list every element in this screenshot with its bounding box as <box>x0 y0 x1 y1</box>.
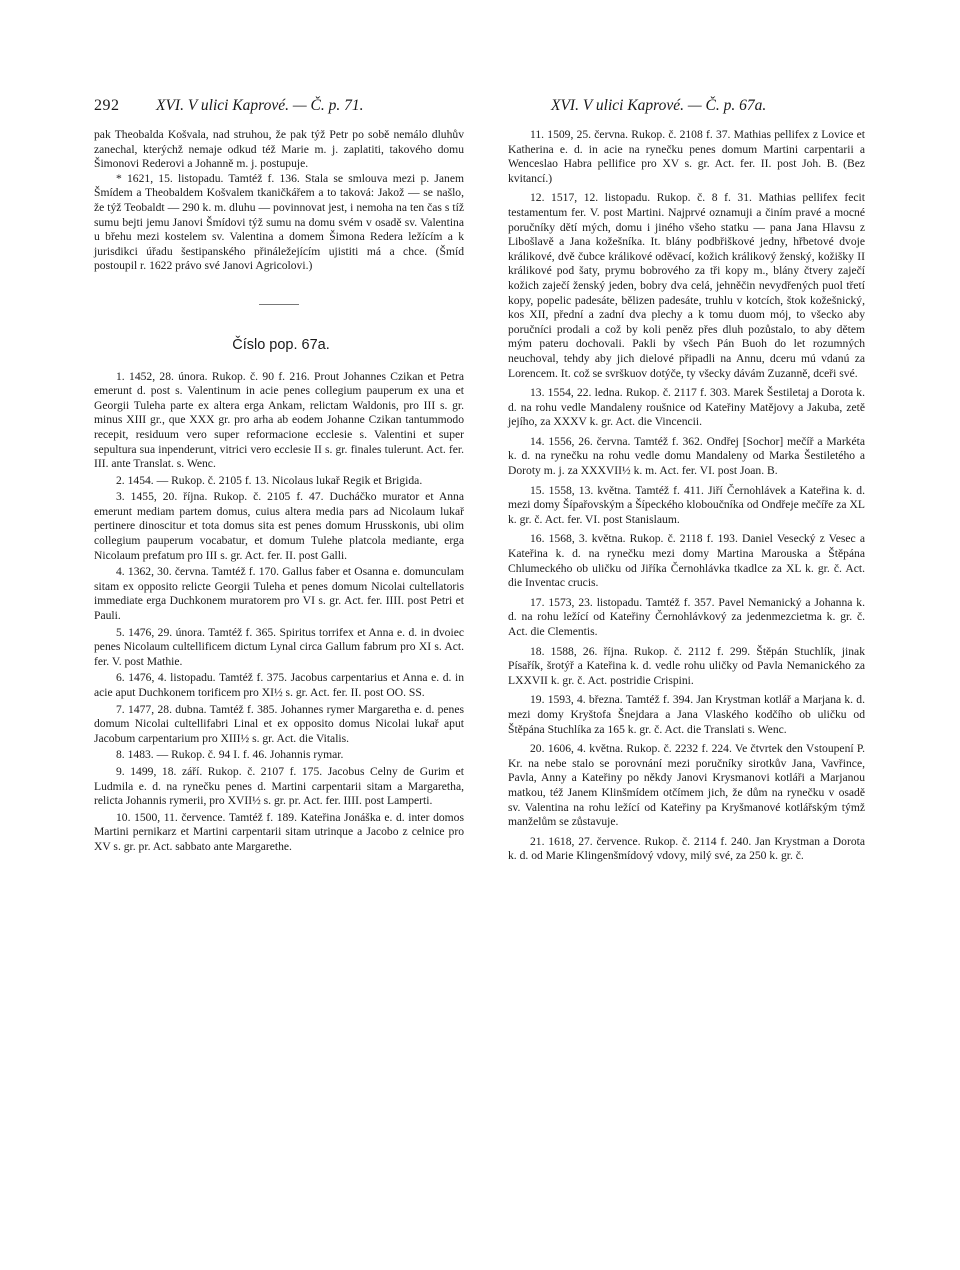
entry: 2. 1454. — Rukop. č. 2105 f. 13. Nicolaus lukař Regik et Brigida. <box>116 473 423 487</box>
running-head-right: XVI. V ulici Kaprové. — Č. p. 67a. <box>551 97 767 114</box>
entry: 17. 1573, 23. listopadu. Tamtéž f. 357. Pavel Nemanický a Johanna k. d. na rohu ležící od Kateřiny Černohlávkový za jedenmezcietma k. gr. č. Act. die Clementis. <box>508 595 865 638</box>
entry: 10. 1500, 11. července. Tamtéž f. 189. Kateřina Jonáška e. d. inter domos Martini pernikarz et Martini carpentarii sitam utrinque a Jacobo z celnice pro XV s. gr. pr. Act. sabbato ante Margarethe. <box>94 810 464 853</box>
entry: 15. 1558, 13. května. Tamtéž f. 411. Jiří Černohlávek a Kateřina k. d. mezi domy Šípařovským a Šípeckého kloboučníka od Ondřeje mečíře za XL k. gr. č. Act. fer. VI. post Stanislaum. <box>508 483 865 526</box>
entry: 12. 1517, 12. listopadu. Rukop. č. 8 f. 31. Mathias pellifex fecit testamentum fer. V. post Martini. Najprvé oznamuji a činím pravé a mocné poručníky dětí mých, domu i jiného všeho statku — pana Jana Hlavsu z Libošlavě a Jana kožešníka. It. blány podbřiškové jedny, hřbetové dvoje králikové, dvě čubce králikové oděvací, kožich králikový ženský, kožišky II králikové pod šaty, prymu bobrového za tři kopy m., blány čtvery zaječí kožich zaječí ženský jeden, bobry dva celá, jehněčin nevydřených puol třetí kopy, popelic padesáte, bělizen padesáte, truhlu v kotcích, štok kožešnický, kos XII, přední a zadní dva plechy a k tomu duom mój, to všecko aby poručníci prodali a což by koli peněz přes dluh pozůstalo, to aby dětem mým pateru dochovali. Pakli by všech Pán Buoh do let rozumných neuchoval, tehdy aby jich dielové připadli na Annu, dceru mú vdanú za Lorencem. It. což se svrškuov dotýče, ty všecky dávám Zuzanně, dceři své. <box>508 191 865 380</box>
entry: 4. 1362, 30. června. Tamtéž f. 170. Gallus faber et Osanna e. domunculam sitam ex opposito relicte Georgii Tuleha et penes domum Nicolai cultellatoris immediate erga Duchkonem muratorem pro VI s. gr. Act. fer. IIII. post Petri et Pauli. <box>94 565 464 623</box>
paragraph: pak Theobalda Košvala, nad struhou, že pak týž Petr po sobě nemálo dluhův zanechal, kterýchž nemaje odkud též Marie m. j. zaplatiti, takového domu Šimonovi Rederovi a Johanně m. j. postupuje. <box>94 128 464 171</box>
running-header <box>94 97 866 119</box>
entry: 13. 1554, 22. ledna. Rukop. č. 2117 f. 303. Marek Šestiletaj a Dorota k. d. na rohu vedle Mandaleny roušnice od Kateřiny Matějovy a Jakuba, zetě jejího, za XXXV k. gr. Act. die Vincencii. <box>508 386 865 429</box>
entry: 9. 1499, 18. září. Rukop. č. 2107 f. 175. Jacobus Celny de Gurim et Ludmila e. d. na rynečku penes d. Martini carpentarii sitam a Margaretha, relicta Johannis rymerii, pro XVII½ s. gr. pr. Act. fer. IIII. post Lamperti. <box>94 764 464 808</box>
entry: 1. 1452, 28. února. Rukop. č. 90 f. 216. Prout Johannes Czikan et Petra emerunt d. post s. Valentinum in acie penes collegium pauperum ex una et Georgii Tuleha parte ex altera erga Ankam, relictam Waldonis, pro III s. gr. minus XIII gr., que XXX gr. pro arha ab eodem Johanne Czikan tantummodo recepit, residuum vero super reformacione ecclesie s. Valentini et super sepultura sua inpenderunt, vitrici vero ecclesie II s. gr. finales tulerunt. Act. fer. III. ante Translat. s. Wenc. <box>94 369 464 471</box>
paragraph: * 1621, 15. listopadu. Tamtéž f. 136. Stala se smlouva mezi p. Janem Šmídem a Theobaldem Košvalem tkaničkářem a to taková: Jakož — se našlo, že týž Teobaldt — 290 k. m. dluhu — povinnovat jest, i nemoha na ten čas s tíž sumu bejti jemu Janovi Šmídovi týž sumu na domu svém v osadě sv. Valentina u břehu mezi kostelem sv. Valentina a domem Šimona Redera ležícím a k jurisdikci úřadu šestipanského přináležejícím ujistiti má a chce. (Šmíd postoupil r. 1622 právo své Janovi Agricolovi.) <box>94 171 464 273</box>
entry: 21. 1618, 27. července. Rukop. č. 2114 f. 240. Jan Krystman a Dorota k. d. od Marie Klingenšmídový vdovy, milý své, za 250 k. gr. č. <box>508 834 865 863</box>
entry: 5. 1476, 29. února. Tamtéž f. 365. Spiritus torrifex et Anna e. d. in dvoiec penes Nicolaum cultellificem dictum Lynal circa Gallum fabrum pro XI s. Act. fer. V. post Mathie. <box>94 625 464 668</box>
entry: 11. 1509, 25. června. Rukop. č. 2108 f. 37. Mathias pellifex z Lovice et Katherina e. d. in acie na rynečku penes domum Martini carpentarii a Wenceslao Habra pellifice pro XV s. gr. Act. fer. II. post Joh. B. (Bez kvitancí.) <box>508 128 865 185</box>
running-head-left: XVI. V ulici Kaprové. — Č. p. 71. <box>156 97 364 114</box>
entry: 14. 1556, 26. června. Tamtéž f. 362. Ondřej [Sochor] mečíř a Markéta k. d. na rynečku na rohu vedle domu Mandaleny od Marka Šestiletého a Doroty m. j. za XXXVII½ k. m. Act. fer. VI. post Joan. B. <box>508 434 865 478</box>
entry: 18. 1588, 26. října. Rukop. č. 2112 f. 299. Štěpán Stuchlík, jinak Písařík, šrotýř a Kateřina k. d. vedle rohu uličky od Pavla Nemanického za LXXVII k. gr. č. Act. postridie Crispini. <box>508 644 865 687</box>
entry: 6. 1476, 4. listopadu. Tamtéž f. 375. Jacobus carpentarius et Anna e. d. in acie aput Duchkonem torificem pro XI½ s. gr. Act. fer. II. post OO. SS. <box>94 671 464 699</box>
section-title: Číslo pop. 67a. <box>232 336 330 353</box>
entry: 8. 1483. — Rukop. č. 94 I. f. 46. Johannis rymar. <box>116 748 344 762</box>
entry: 16. 1568, 3. května. Rukop. č. 2118 f. 193. Daniel Vesecký z Vesec a Kateřina k. d. na rynečku mezi domy Martina Marouska a Štěpána Chlumeckého ob uličku od Jiříka Černohlávka tkadlce za XL k. gr. č. Act. die Inventac crucis. <box>508 532 865 590</box>
page-number: 292 <box>94 97 120 114</box>
entry: 3. 1455, 20. října. Rukop. č. 2105 f. 47. Ducháčko murator et Anna emerunt mediam partem domus, cuius altera media pars ad Nicolaum lukař pertinere dinoscitur et tota domus sita est penes domum Hrusskonis, ubi olim collegium pauperum vocabatur, et domum Tulehe platcola mediante, erga Nicolaum prefatum pro III s. gr. Act. fer. II. post Galli. <box>94 490 464 562</box>
entry: 19. 1593, 4. března. Tamtéž f. 394. Jan Krystman kotlář a Marjana k. d. mezi domy Kryštofa Šnejdara a Jana Vlaského kodčího ob uličku od Štěpána Stuchlíka za 165 k. gr. č. Act. die Translati s. Wenc. <box>508 693 865 736</box>
entry: 20. 1606, 4. května. Rukop. č. 2232 f. 224. Ve čtvrtek den Vstoupení P. Kr. na nebe stalo se porovnání mezi poručníky sirotkův Jana, Vavřince, Pavla, Anny a Kateřiny po někdy Janovi Krysmanovi kotláři a Marjanou matkou, též Janem Klinšmídem otčímem jich, že dům na rynečku v osadě sv. Valentina na rohu ležící od Kateřiny pa Kryšmanové kotlářským týmž manželům se zůstavuje. <box>508 742 865 829</box>
left-column <box>94 128 464 855</box>
section-divider <box>259 304 299 305</box>
right-column <box>508 128 865 864</box>
entry: 7. 1477, 28. dubna. Tamtéž f. 385. Johannes rymer Margaretha e. d. penes domum Nicolai cultellifabri Linal et ex opposito domus Nicolai lukař aput Jacobum carpentarium pro XIII½ s. gr. Act. die Vitalis. <box>94 702 464 745</box>
